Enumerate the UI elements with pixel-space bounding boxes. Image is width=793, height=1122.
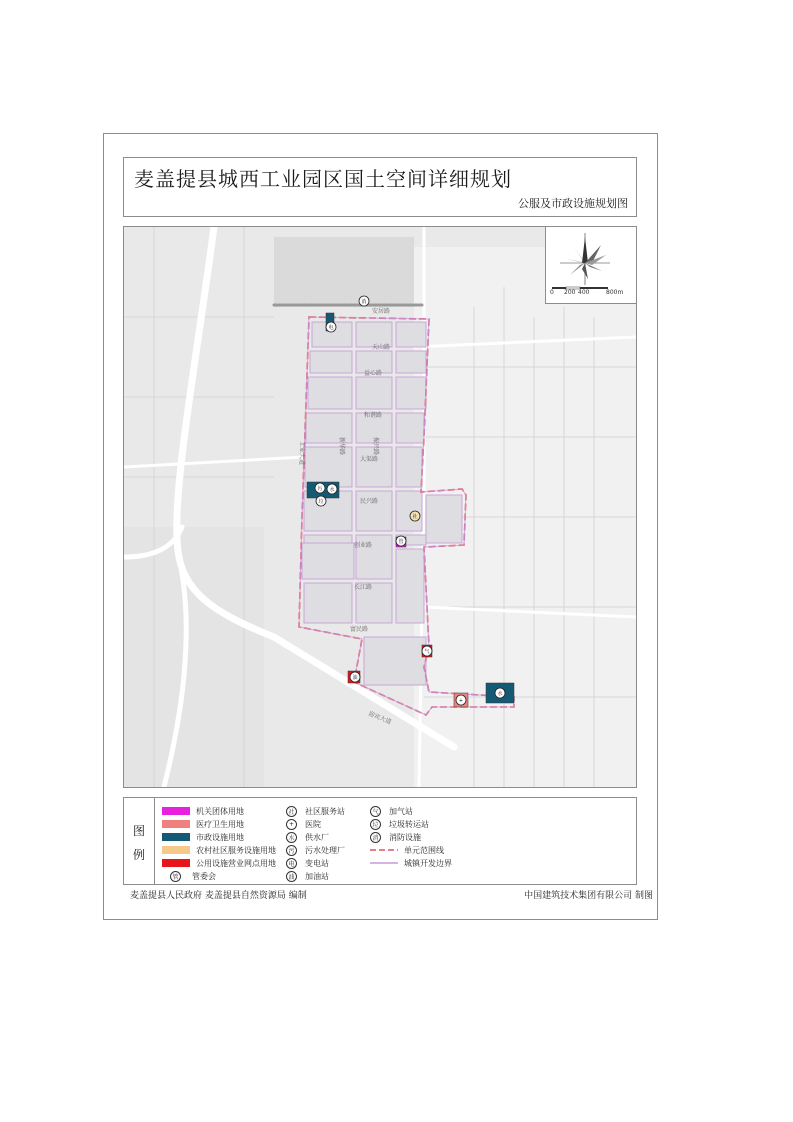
legend-label: 医疗卫生用地	[196, 819, 244, 829]
road-label: 和谐路	[364, 412, 383, 419]
svg-text:水: 水	[329, 487, 335, 493]
svg-text:油: 油	[352, 675, 358, 681]
development-boundary-line-icon	[370, 859, 398, 867]
land-parcel[interactable]	[396, 549, 424, 623]
svg-text:气: 气	[424, 649, 430, 655]
legend-item	[370, 818, 429, 830]
gas-station-icon[interactable]	[350, 672, 360, 682]
substation-icon: 电	[286, 858, 297, 869]
road-label: 振兴路	[372, 437, 379, 456]
legend-item	[286, 857, 329, 869]
svg-text:电: 电	[328, 325, 334, 331]
svg-text:污: 污	[317, 486, 323, 492]
legend-label: 管委会	[192, 871, 216, 881]
road-label: 天山路	[372, 344, 391, 351]
map-title: 麦盖提县城西工业园区国土空间详细规划	[134, 167, 512, 191]
scale-tick: 400	[578, 289, 590, 296]
legend-item	[370, 831, 421, 843]
legend-label: 消防设施	[389, 832, 421, 842]
legend-item	[370, 844, 444, 856]
svg-text:社: 社	[412, 514, 418, 520]
scale-tick: 800m	[606, 289, 624, 296]
gas-station-icon: 油	[286, 871, 297, 882]
legend-item	[286, 844, 345, 856]
svg-text:+: +	[458, 698, 464, 704]
unit-boundary-line-icon	[370, 846, 398, 854]
land-parcel[interactable]	[304, 583, 352, 623]
road-label: 益心路	[364, 370, 383, 377]
community-service-icon: 社	[286, 806, 297, 817]
cng-station-icon[interactable]	[422, 646, 432, 656]
sewage-plant-icon[interactable]	[315, 483, 325, 493]
legend-item	[162, 831, 244, 843]
legend-label: 城镇开发边界	[404, 858, 452, 868]
management-icon[interactable]	[396, 536, 406, 546]
land-parcel[interactable]	[310, 351, 352, 373]
footer-drafter: 中国建筑技术集团有限公司 制图	[524, 891, 653, 901]
legend-item	[370, 805, 413, 817]
garbage-transfer-icon: 垃	[370, 819, 381, 830]
sewage-plant-icon: 污	[286, 845, 297, 856]
legend-heading-char: 图	[133, 824, 146, 838]
legend-swatch	[162, 833, 190, 841]
scale-tick: 0	[550, 289, 554, 296]
land-parcel[interactable]	[426, 495, 462, 543]
legend-label: 垃圾转运站	[389, 819, 429, 829]
svg-text:水: 水	[497, 691, 503, 697]
compass-panel	[545, 227, 636, 304]
legend-item	[286, 831, 329, 843]
land-parcel[interactable]	[396, 377, 426, 409]
hospital-icon[interactable]	[456, 695, 466, 705]
land-parcel[interactable]	[364, 637, 426, 685]
road-label: 迎宾大道	[367, 710, 393, 726]
road-label: 民兴路	[360, 498, 379, 505]
legend-item	[370, 857, 452, 869]
land-parcel[interactable]	[396, 322, 426, 347]
legend-label: 医院	[305, 819, 321, 829]
land-parcel[interactable]	[396, 491, 422, 531]
land-parcel[interactable]	[308, 377, 352, 409]
road-label: 长江路	[354, 584, 373, 591]
hospital-icon: +	[286, 819, 297, 830]
map-frame[interactable]	[123, 226, 637, 788]
water-plant-icon: 水	[286, 832, 297, 843]
legend-label: 变电站	[305, 858, 329, 868]
legend-item	[162, 818, 244, 830]
legend-label: 加油站	[305, 871, 329, 881]
cng-station-icon: 气	[370, 806, 381, 817]
legend-label: 污水处理厂	[305, 845, 345, 855]
land-parcel[interactable]	[356, 377, 392, 409]
land-parcel[interactable]	[396, 413, 424, 443]
legend-heading-char: 例	[133, 848, 146, 862]
land-parcel[interactable]	[396, 447, 422, 487]
land-parcel[interactable]	[356, 491, 392, 531]
title-block	[123, 157, 637, 217]
legend-item	[170, 870, 216, 882]
legend	[123, 797, 637, 885]
legend-label: 加气站	[389, 806, 413, 816]
road-label: 新华路	[338, 437, 345, 456]
garbage-transfer-icon[interactable]	[316, 496, 326, 506]
legend-label: 单元范围线	[404, 845, 444, 855]
basemap[interactable]	[124, 227, 636, 787]
legend-item	[162, 844, 276, 856]
community-service-icon[interactable]	[410, 511, 420, 521]
legend-label: 社区服务站	[305, 806, 345, 816]
substation-icon[interactable]	[326, 322, 336, 332]
legend-label: 供水厂	[305, 832, 329, 842]
legend-label: 公用设施营业网点用地	[196, 858, 276, 868]
svg-text:消: 消	[361, 299, 367, 305]
legend-swatch	[162, 859, 190, 867]
legend-swatch	[162, 820, 190, 828]
map-subtitle: 公服及市政设施规划图	[518, 197, 628, 210]
road-label: 创业路	[354, 542, 373, 549]
road-label: 工业大道	[298, 441, 305, 466]
road-label: 安居路	[372, 308, 391, 315]
water-plant-icon[interactable]	[327, 484, 337, 494]
legend-item	[162, 805, 244, 817]
legend-item	[286, 805, 345, 817]
footer-compiler: 麦盖提县人民政府 麦盖提县自然资源局 编制	[130, 891, 307, 901]
legend-swatch	[162, 807, 190, 815]
fire-station-icon[interactable]	[359, 296, 369, 306]
legend-label: 农村社区服务设施用地	[196, 845, 276, 855]
legend-item	[162, 857, 276, 869]
road-label: 富民路	[350, 626, 369, 633]
svg-text:管: 管	[398, 539, 404, 545]
road-label: 大渠路	[360, 456, 379, 463]
legend-swatch	[162, 846, 190, 854]
legend-item	[286, 870, 329, 882]
legend-label: 机关团体用地	[196, 806, 244, 816]
land-parcel[interactable]	[302, 543, 354, 579]
legend-heading	[124, 798, 155, 884]
water-plant-icon[interactable]	[495, 688, 505, 698]
scale-tick: 200	[564, 289, 576, 296]
legend-label: 市政设施用地	[196, 832, 244, 842]
fire-station-icon: 消	[370, 832, 381, 843]
svg-text:垃: 垃	[318, 499, 324, 505]
management-icon: 管	[170, 871, 181, 882]
land-parcel[interactable]	[396, 351, 426, 373]
legend-item	[286, 818, 321, 830]
